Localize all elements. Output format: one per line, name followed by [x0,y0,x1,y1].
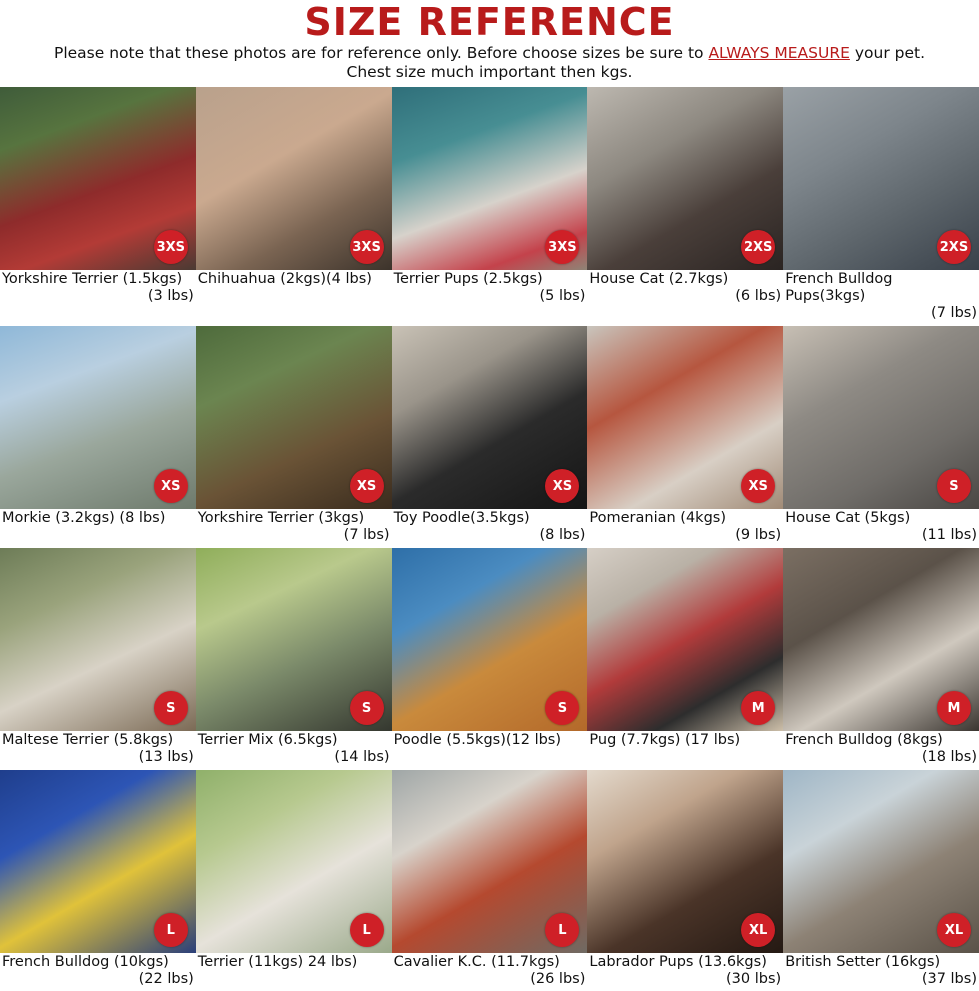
size-card [0,326,196,548]
size-badge: 3XS [350,230,384,264]
caption-line-1: Pomeranian (4kgs) [589,510,726,526]
size-card [783,87,979,326]
photo-terrier-pups-3xs [392,87,588,270]
size-row [0,770,979,991]
size-card [392,87,588,326]
reference-note [0,44,979,82]
size-card [196,326,392,548]
caption-line-1: British Setter (16kgs) [785,954,941,970]
size-caption [392,953,588,991]
size-grid [0,87,979,991]
caption-line-1: Poodle (5.5kgs)(12 lbs) [393,732,562,748]
caption-line-2: (14 lbs) [334,749,390,765]
size-caption [392,731,588,767]
size-badge: S [545,691,579,725]
photo-house-cat-s [783,326,979,509]
size-badge: L [154,913,188,947]
size-card [587,87,783,326]
photo-toy-poodle-xs [392,326,588,509]
size-card [0,87,196,326]
caption-line-1: Terrier (11kgs) 24 lbs) [197,954,358,970]
size-caption [196,270,392,306]
caption-line-1: Maltese Terrier (5.8kgs) [2,732,174,748]
caption-line-1: Yorkshire Terrier (3kgs) [197,510,365,526]
size-badge: XS [350,469,384,503]
photo-terrier-mix-s [196,548,392,731]
size-row [0,87,979,326]
photo-french-bulldog-pups-2xs [783,87,979,270]
caption-line-1: Toy Poodle(3.5kgs) [393,510,530,526]
size-badge: S [350,691,384,725]
caption-line-2: (8 lbs) [539,527,586,543]
size-badge: 3XS [154,230,188,264]
note-line-2: Chest size much important then kgs. [346,63,633,81]
size-caption [783,509,979,548]
note-highlight-always-measure: ALWAYS MEASURE [708,44,850,62]
size-badge: L [545,913,579,947]
size-caption [587,953,783,991]
size-caption [0,731,196,770]
caption-line-1: Pug (7.7kgs) (17 lbs) [589,732,741,748]
photo-maltese-terrier-s [0,548,196,731]
size-card [0,548,196,770]
size-card [587,770,783,991]
size-badge: S [937,469,971,503]
caption-line-2: (22 lbs) [138,971,194,987]
caption-line-1: Labrador Pups (13.6kgs) [589,954,767,970]
caption-line-2: (11 lbs) [921,527,977,543]
size-caption [196,731,392,770]
size-card [0,770,196,991]
caption-line-1: Morkie (3.2kgs) (8 lbs) [2,510,166,526]
caption-line-1: Terrier Mix (6.5kgs) [197,732,338,748]
size-row [0,326,979,548]
photo-terrier-l [196,770,392,953]
size-caption [392,270,588,309]
photo-pomeranian-xs [587,326,783,509]
size-badge: 3XS [545,230,579,264]
size-reference-page [0,2,979,991]
size-badge: S [154,691,188,725]
caption-line-1: French Bulldog (10kgs) [2,954,169,970]
size-caption [783,731,979,770]
size-card [587,548,783,770]
caption-line-2: (7 lbs) [931,305,977,321]
size-row [0,548,979,770]
photo-french-bulldog-l [0,770,196,953]
size-caption [0,509,196,545]
size-card [392,548,588,770]
size-badge: XS [741,469,775,503]
caption-line-2: (18 lbs) [921,749,977,765]
caption-line-2: (3 lbs) [147,288,194,304]
size-badge: M [741,691,775,725]
photo-cavalier-kc-l [392,770,588,953]
photo-poodle-s [392,548,588,731]
caption-line-2: (26 lbs) [530,971,586,987]
caption-line-1: House Cat (5kgs) [785,510,911,526]
size-caption [0,953,196,991]
size-badge: XS [545,469,579,503]
size-caption [392,509,588,548]
size-badge: L [350,913,384,947]
caption-line-2: (30 lbs) [726,971,782,987]
photo-yorkshire-terrier-xs [196,326,392,509]
size-caption [196,509,392,548]
size-badge: M [937,691,971,725]
photo-british-setter-xl [783,770,979,953]
size-badge: XS [154,469,188,503]
caption-line-2: (5 lbs) [539,288,586,304]
size-caption [587,731,783,767]
caption-line-1: Yorkshire Terrier (1.5kgs) [2,271,183,287]
size-card [196,87,392,326]
size-badge: 2XS [937,230,971,264]
size-caption [783,953,979,991]
size-card [783,326,979,548]
size-card [587,326,783,548]
caption-line-2: (13 lbs) [138,749,194,765]
caption-line-1: French Bulldog (8kgs) [785,732,943,748]
size-caption [0,270,196,309]
size-badge: XL [741,913,775,947]
photo-french-bulldog-m [783,548,979,731]
size-badge: 2XS [741,230,775,264]
size-caption [587,270,783,309]
size-card [196,548,392,770]
photo-morkie-xs [0,326,196,509]
caption-line-2: (6 lbs) [735,288,782,304]
photo-house-cat-2xs [587,87,783,270]
size-card [783,548,979,770]
caption-line-1: Chihuahua (2kgs)(4 lbs) [197,271,372,287]
page-title: SIZE REFERENCE [304,0,675,44]
caption-line-2: (7 lbs) [343,527,390,543]
size-caption [783,270,979,326]
caption-line-2: (9 lbs) [735,527,782,543]
size-card [392,326,588,548]
photo-pug-m [587,548,783,731]
size-caption [196,953,392,989]
photo-labrador-pups-xl [587,770,783,953]
size-card [392,770,588,991]
size-card [783,770,979,991]
caption-line-1: French Bulldog Pups(3kgs) [785,271,893,304]
caption-line-1: Terrier Pups (2.5kgs) [393,271,543,287]
photo-yorkshire-terrier-3xs [0,87,196,270]
note-text-part-2: your pet. [849,44,925,62]
photo-chihuahua-3xs [196,87,392,270]
caption-line-1: Cavalier K.C. (11.7kgs) [393,954,560,970]
size-caption [587,509,783,548]
size-badge: XL [937,913,971,947]
caption-line-1: House Cat (2.7kgs) [589,271,729,287]
note-text-part-1: Please note that these photos are for reference only. Before choose sizes be sure to [53,44,709,62]
size-card [196,770,392,991]
caption-line-2: (37 lbs) [921,971,977,987]
